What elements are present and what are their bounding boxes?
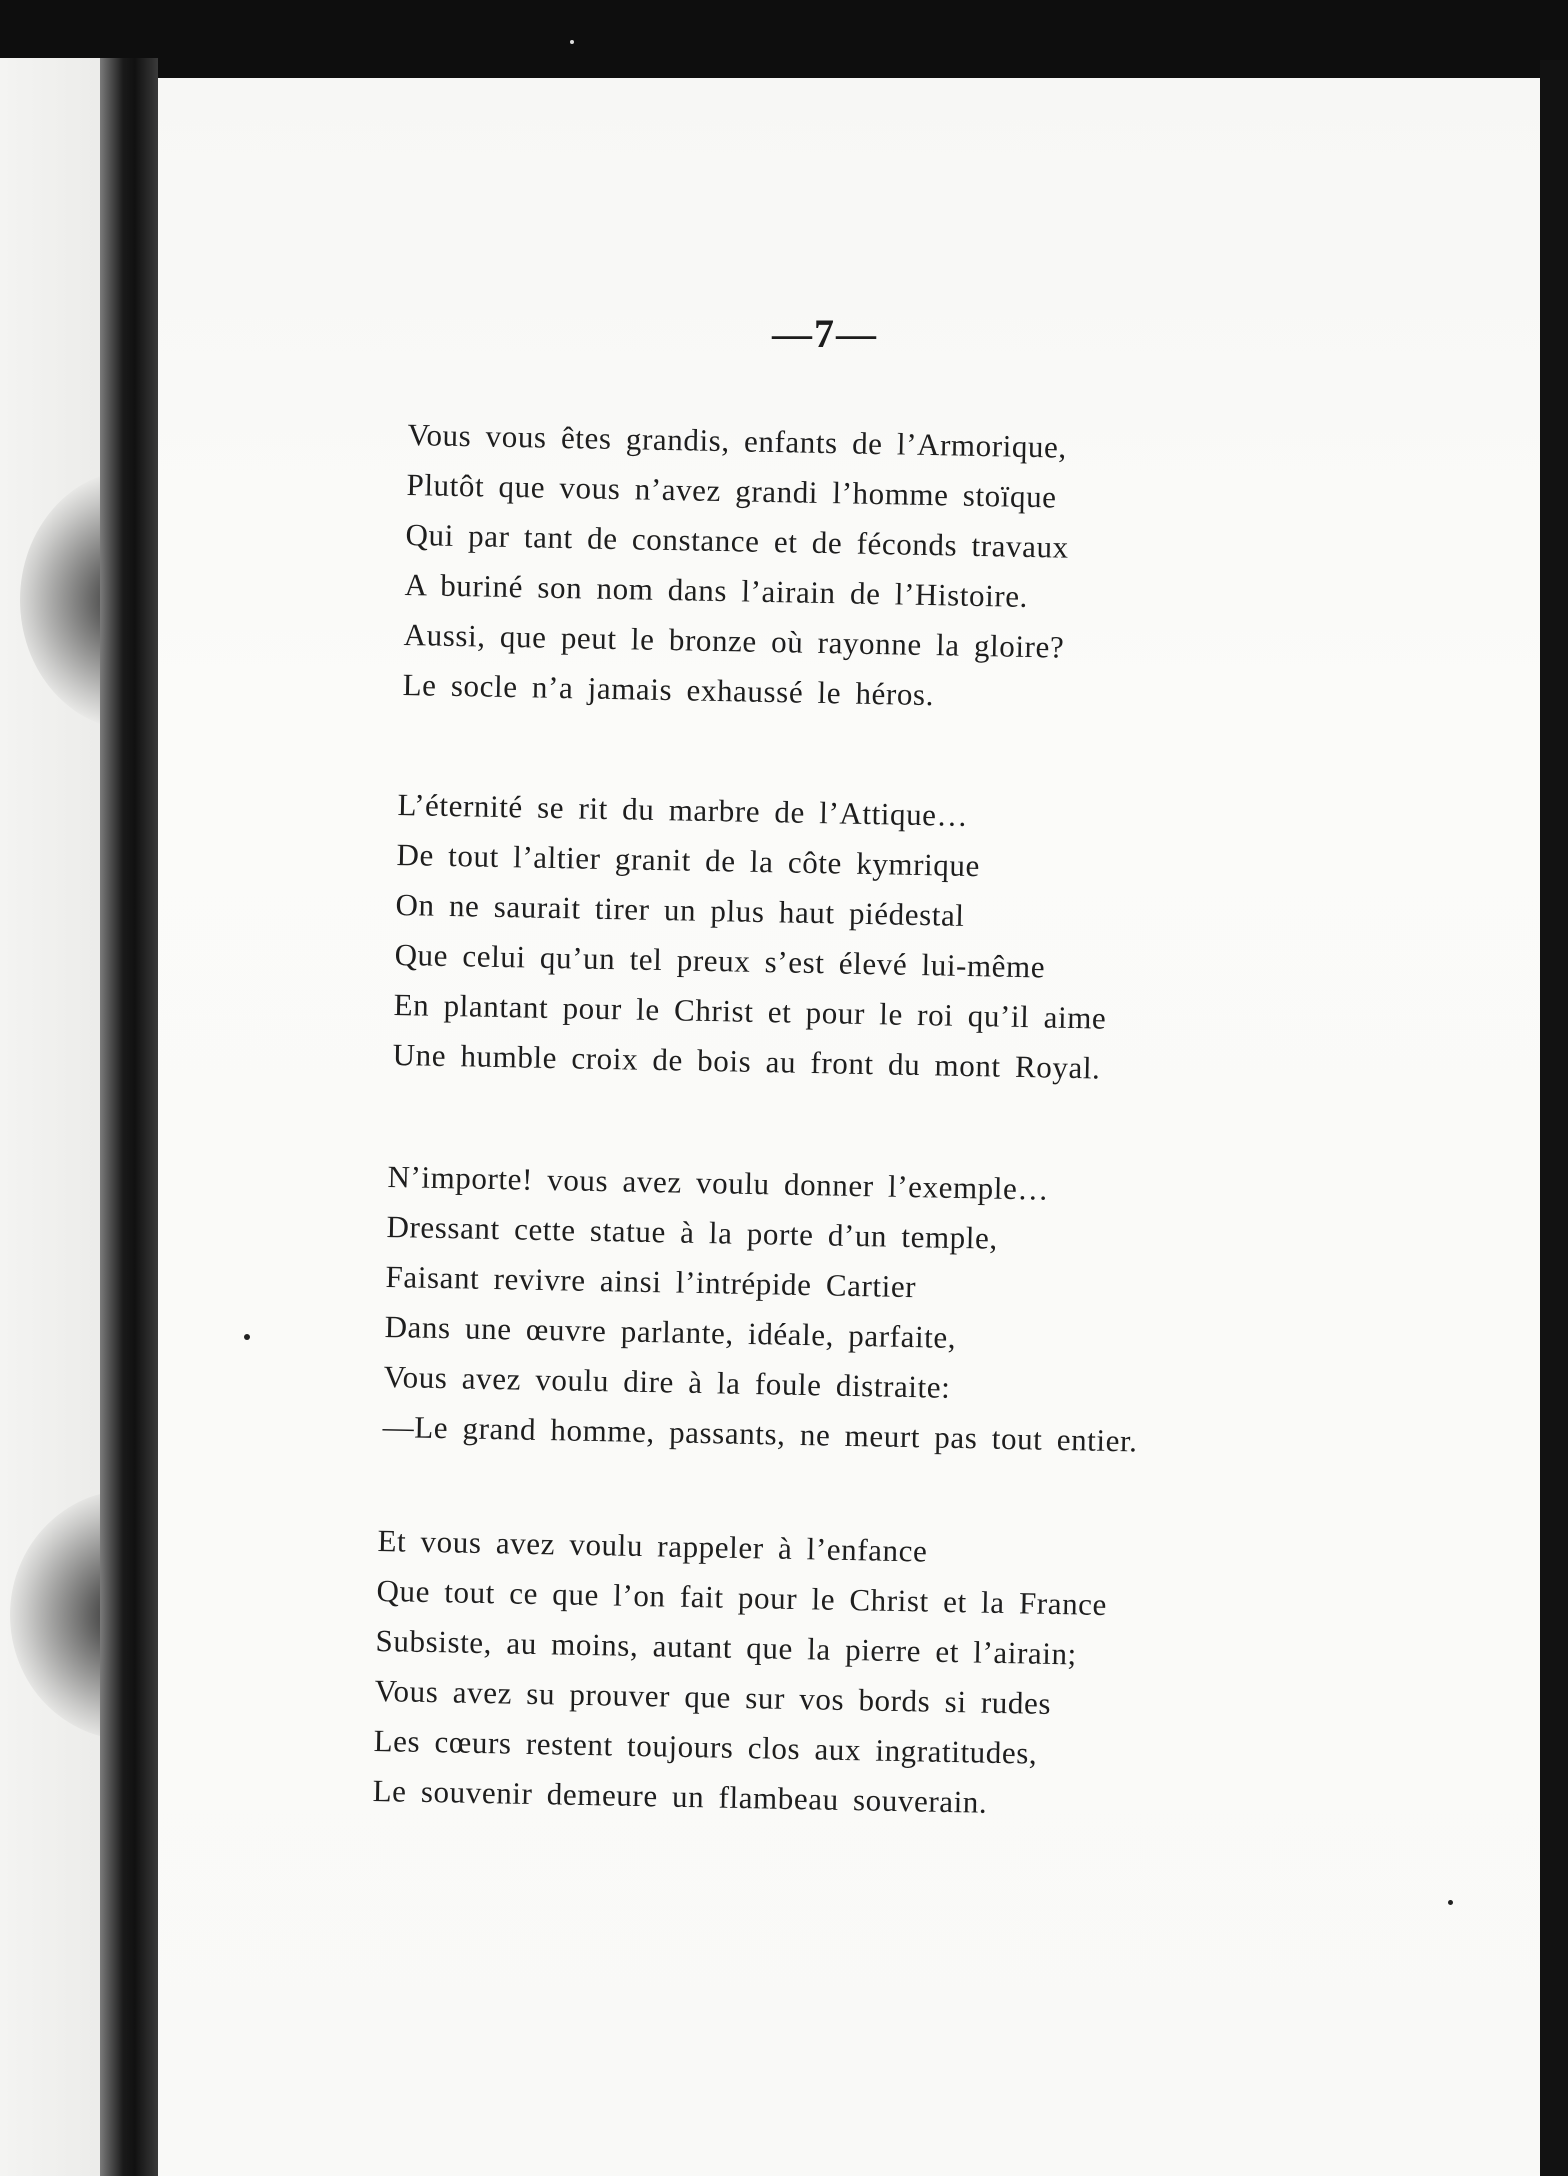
book-page [158,78,1568,2176]
verse-line: Plutôt que vous n’avez grandi l’homme stoïque [406,466,1057,515]
verse-line: Que tout ce que l’on fait pour le Christ et la France [376,1572,1108,1623]
verse-line: Faisant revivre ainsi l’intrépide Cartier [385,1258,917,1305]
verse-line: A buriné son nom dans l’airain de l’Histoire. [404,566,1029,614]
verse-line: Dans une œuvre parlante, idéale, parfaite, [384,1308,957,1355]
verse-line: Aussi, que peut le bronze où rayonne la gloire? [403,616,1065,665]
verse-line: Les cœurs restent toujours clos aux ingratitudes, [373,1722,1038,1771]
right-page-edge [1540,60,1568,2176]
verse-line: Que celui qu’un tel preux s’est élevé lui-même [394,936,1046,985]
verse-line: Qui par tant de constance et de féconds travaux [405,516,1070,565]
ink-speck [570,40,574,44]
verse-line: N’importe! vous avez voulu donner l’exemple… [387,1158,1050,1207]
verse-line: Le souvenir demeure un flambeau souverain. [372,1772,988,1820]
page-number: —7— [772,311,878,356]
stanza-3 [382,1152,1143,1466]
ink-speck [244,1334,250,1340]
book-spine [100,58,158,2176]
verse-line: —Le grand homme, passants, ne meurt pas tout entier. [382,1408,1138,1459]
verse-line: Subsiste, au moins, autant que la pierre et l’airain; [375,1622,1078,1672]
stanza-4 [372,1516,1108,1830]
verse-line: L’éternité se rit du marbre de l’Attique… [397,786,969,833]
verse-line: Le socle n’a jamais exhaussé le héros. [402,666,935,713]
ink-speck [1448,1900,1453,1905]
verse-line: Vous vous êtes grandis, enfants de l’Armorique, [407,416,1068,465]
verse-line: On ne saurait tirer un plus haut piédestal [395,886,965,933]
verse-line: Vous avez voulu dire à la foule distraite: [383,1358,951,1405]
verse-line: En plantant pour le Christ et pour le roi qu’il aime [393,986,1107,1036]
stanza-1 [402,410,1071,723]
verse-line: Et vous avez voulu rappeler à l’enfance [377,1522,928,1569]
verse-line: Une humble croix de bois au front du mont Royal. [392,1036,1101,1086]
verse-line: De tout l’altier granit de la côte kymrique [396,836,981,884]
verse-line: Vous avez su prouver que sur vos bords si rudes [374,1672,1052,1721]
stanza-2 [392,780,1110,1094]
verse-line: Dressant cette statue à la porte d’un temple, [386,1208,999,1256]
